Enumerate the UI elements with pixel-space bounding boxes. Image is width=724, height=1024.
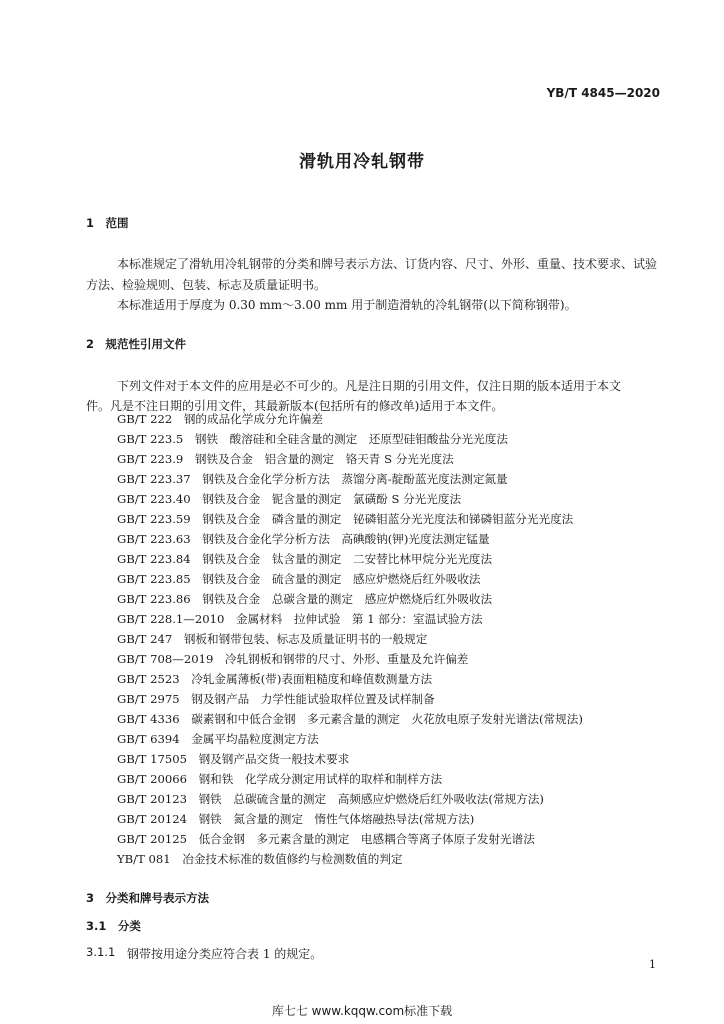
section-3-1-1-number: 3.1.1: [86, 945, 116, 959]
ref-item: GB/T 223.86 钢铁及合金 总碳含量的测定 感应炉燃烧后红外吸收法: [117, 592, 493, 606]
ref-item: GB/T 223.5 钢铁 酸溶硅和全硅含量的测定 还原型硅钼酸盐分光光度法: [117, 432, 508, 446]
ref-item: GB/T 223.59 钢铁及合金 磷含量的测定 铋磷钼蓝分光光度法和锑磷钼蓝分光光度法: [117, 512, 574, 526]
ref-item: GB/T 20066 钢和铁 化学成分测定用试样的取样和制样方法: [117, 772, 443, 786]
ref-item: GB/T 20125 低合金钢 多元素含量的测定 电感耦合等离子体原子发射光谱法: [117, 832, 535, 846]
ref-item: GB/T 223.63 钢铁及合金化学分析方法 高碘酸钠(钾)光度法测定锰量: [117, 532, 490, 546]
standard-number: YB/T 4845—2020: [546, 86, 660, 100]
ref-item: GB/T 223.40 钢铁及合金 铌含量的测定 氯磺酚 S 分光光度法: [117, 492, 462, 506]
ref-item: GB/T 2523 冷轧金属薄板(带)表面粗糙度和峰值数测量方法: [117, 672, 433, 686]
section-3-1-heading: 3.1 分类: [86, 919, 141, 933]
ref-item: GB/T 247 钢板和钢带包装、标志及质量证明书的一般规定: [117, 632, 428, 646]
sec1-para1-line2: 方法、检验规则、包装、标志及质量证明书。: [86, 278, 327, 292]
sec2-intro-line1: 下列文件对于本文件的应用是必不可少的。凡是注日期的引用文件，仅注日期的版本适用于本文: [117, 379, 622, 393]
ref-item: GB/T 20123 钢铁 总碳硫含量的测定 高频感应炉燃烧后红外吸收法(常规方法): [117, 792, 544, 806]
sec1-para1-line1: 本标准规定了滑轨用冷轧钢带的分类和牌号表示方法、订货内容、尺寸、外形、重量、技术要求、试验: [117, 257, 658, 271]
footer-watermark: 库七七 www.kqqw.com标准下载: [271, 1004, 453, 1018]
ref-item: GB/T 222 钢的成品化学成分允许偏差: [117, 412, 323, 426]
ref-item: GB/T 223.84 钢铁及合金 钛含量的测定 二安替比林甲烷分光光度法: [117, 552, 493, 566]
section-2-heading: 2 规范性引用文件: [86, 337, 187, 351]
ref-item: GB/T 4336 碳素钢和中低合金钢 多元素含量的测定 火花放电原子发射光谱法(常规法): [117, 712, 583, 726]
document-title: 滑轨用冷轧钢带: [299, 152, 425, 172]
ref-item: GB/T 708—2019 冷轧钢板和钢带的尺寸、外形、重量及允许偏差: [117, 652, 469, 666]
page-number: 1: [649, 958, 656, 971]
ref-item: GB/T 223.37 钢铁及合金化学分析方法 蒸馏分离-靛酚蓝光度法测定氮量: [117, 472, 508, 486]
sec2-intro-line2: 件。凡是不注日期的引用文件，其最新版本(包括所有的修改单)适用于本文件。: [86, 399, 504, 413]
ref-item: GB/T 6394 金属平均晶粒度测定方法: [117, 732, 319, 746]
ref-item: YB/T 081 冶金技术标准的数值修约与检测数值的判定: [117, 852, 403, 866]
sec1-para2: 本标准适用于厚度为 0.30 mm～3.00 mm 用于制造滑轨的冷轧钢带(以下简称钢带)。: [117, 298, 577, 312]
ref-item: GB/T 228.1—2010 金属材料 拉伸试验 第 1 部分：室温试验方法: [117, 612, 483, 626]
section-3-1-1-text: 钢带按用途分类应符合表 1 的规定。: [127, 947, 323, 961]
ref-item: GB/T 223.85 钢铁及合金 硫含量的测定 感应炉燃烧后红外吸收法: [117, 572, 481, 586]
ref-item: GB/T 20124 钢铁 氮含量的测定 惰性气体熔融热导法(常规方法): [117, 812, 475, 826]
ref-item: GB/T 223.9 钢铁及合金 铝含量的测定 铬天青 S 分光光度法: [117, 452, 454, 466]
ref-item: GB/T 17505 钢及钢产品交货一般技术要求: [117, 752, 350, 766]
ref-item: GB/T 2975 钢及钢产品 力学性能试验取样位置及试样制备: [117, 692, 435, 706]
section-1-heading: 1 范围: [86, 216, 129, 230]
section-3-heading: 3 分类和牌号表示方法: [86, 891, 210, 905]
